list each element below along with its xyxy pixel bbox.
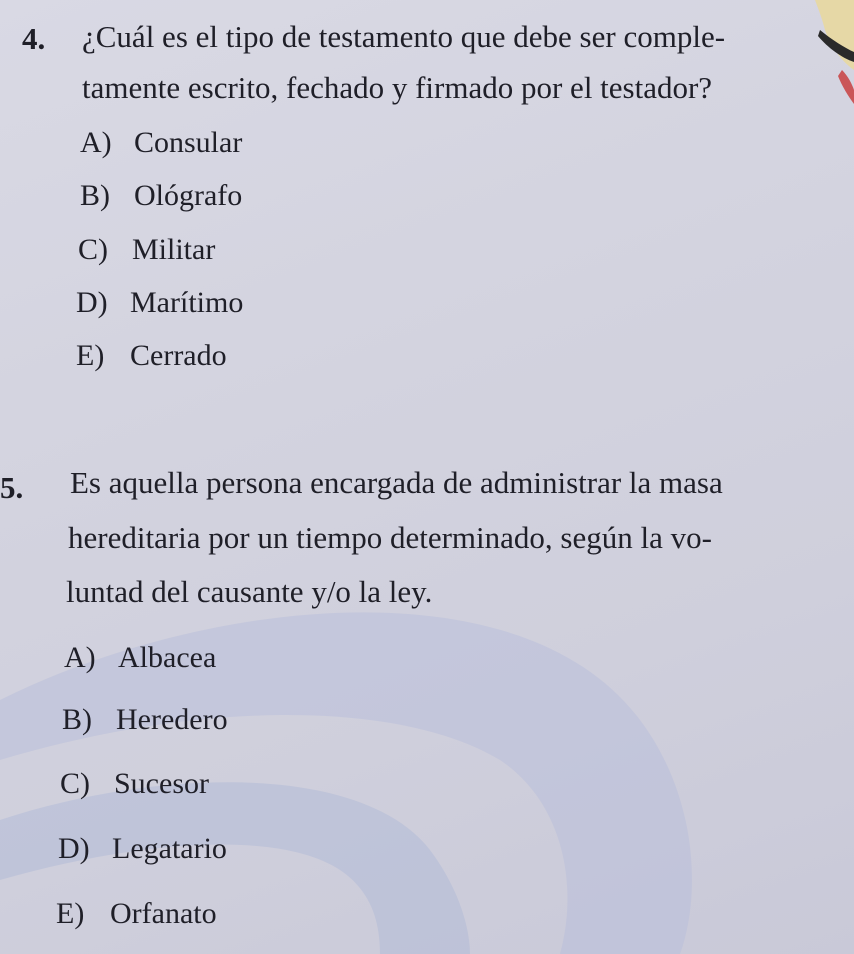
option-letter: A) — [64, 641, 96, 674]
question-4-text-line-1: ¿Cuál es el tipo de testamento que debe ser comple- — [82, 19, 726, 54]
option-text: Orfanato — [110, 897, 217, 930]
option-letter: B) — [80, 179, 110, 212]
question-5-number: 5. — [0, 470, 24, 505]
option-letter: D) — [76, 286, 108, 319]
question-5-option-d — [58, 834, 227, 864]
question-4-number: 4. — [22, 21, 46, 56]
question-4-option-a — [80, 128, 242, 158]
option-letter: C) — [60, 767, 90, 800]
question-4-option-d — [76, 288, 243, 318]
question-5-option-b — [62, 705, 228, 735]
option-text: Consular — [134, 126, 243, 159]
question-5-option-c — [60, 769, 209, 799]
question-5-option-a — [64, 643, 216, 673]
corner-clipart-red — [838, 70, 854, 104]
option-text: Heredero — [116, 703, 228, 736]
option-text: Ológrafo — [134, 179, 243, 212]
option-text: Albacea — [118, 641, 217, 674]
option-letter: D) — [58, 832, 90, 865]
option-letter: B) — [62, 703, 92, 736]
question-4-text-line-2: tamente escrito, fechado y firmado por el testador? — [82, 70, 713, 105]
option-text: Militar — [132, 233, 216, 266]
question-5-text-line-3: luntad del causante y/o la ley. — [66, 574, 433, 609]
question-4-option-c — [78, 235, 215, 265]
question-5-text-line-1: Es aquella persona encargada de administrar la masa — [70, 465, 723, 500]
option-text: Marítimo — [130, 286, 244, 319]
question-4-option-b — [80, 181, 242, 211]
option-text: Cerrado — [130, 339, 227, 372]
question-5-option-e — [56, 899, 217, 929]
option-letter: A) — [80, 126, 112, 159]
option-letter: C) — [78, 233, 108, 266]
option-letter: E) — [56, 897, 85, 930]
question-4-option-e — [76, 341, 227, 371]
option-text: Sucesor — [114, 767, 209, 800]
question-5-text-line-2: hereditaria por un tiempo determinado, según la vo- — [68, 520, 712, 555]
option-text: Legatario — [112, 832, 227, 865]
option-letter: E) — [76, 339, 105, 372]
